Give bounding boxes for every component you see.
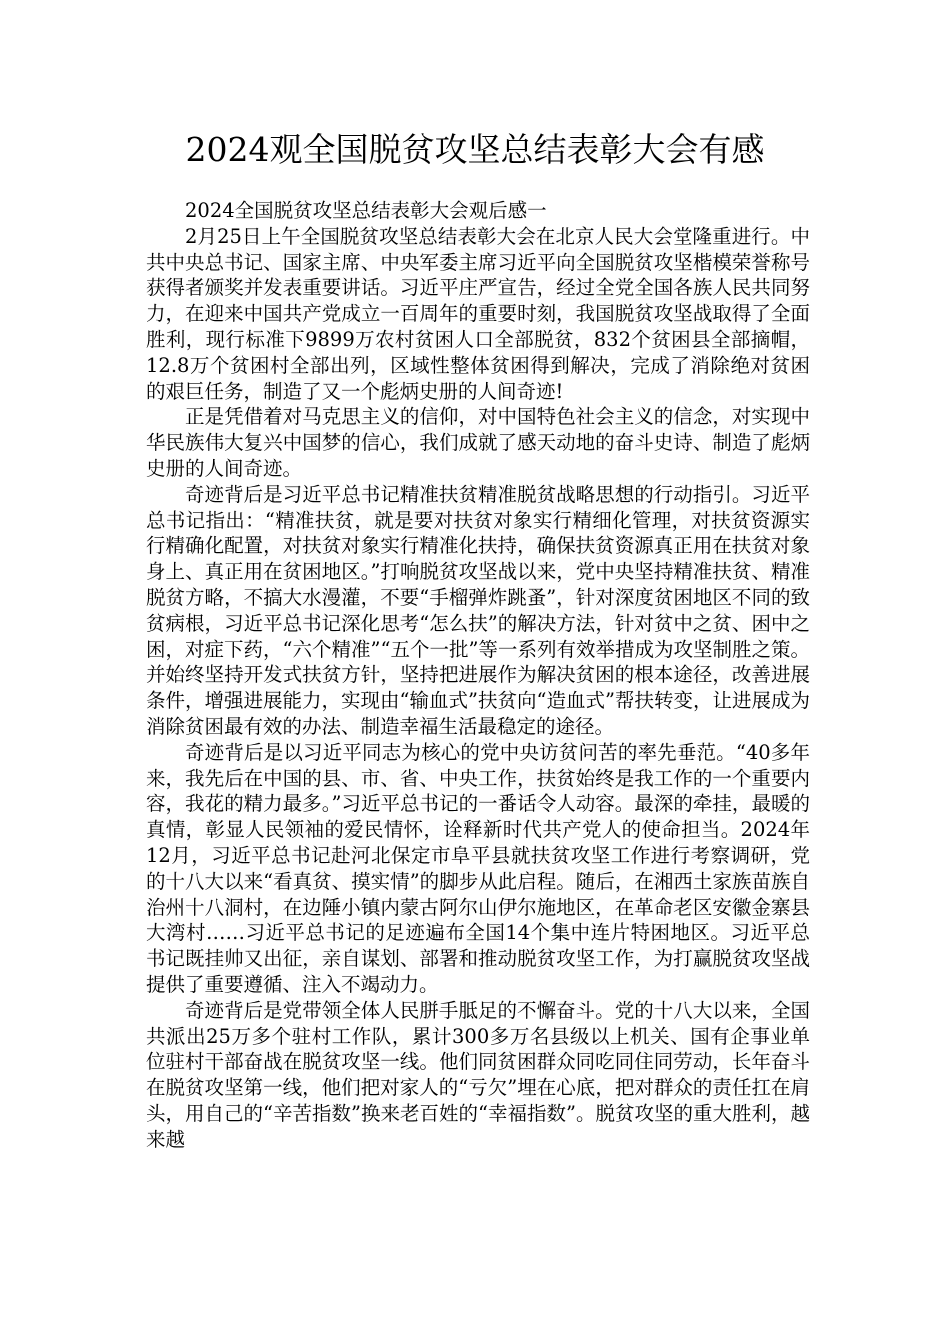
body-paragraph: 奇迹背后是党带领全体人民胼手胝足的不懈奋斗。党的十八大以来，全国共派出25万多个驻村工作队，累计300多万名县级以上机关、国有企事业单位驻村干部奋战在脱贫攻坚一线。他们同贫困群众同吃同住同劳动，长年奋斗在脱贫攻坚第一线，他们把对家人的“亏欠”埋在心底，把对群众的责任扛在肩头，用自己的“辛苦指数”换来老百姓的“幸福指数”。脱贫攻坚的重大胜利，越来越	[146, 998, 810, 1151]
subtitle-paragraph: 2024全国脱贫攻坚总结表彰大会观后感一	[185, 199, 547, 222]
body-paragraph: 2月25日上午全国脱贫攻坚总结表彰大会在北京人民大会堂隆重进行。中共中央总书记、国家主席、中央军委主席习近平向全国脱贫攻坚楷模荣誉称号获得者颁奖并发表重要讲话。习近平庄严宣告，经过全党全国各族人民共同努力，在迎来中国共产党成立一百周年的重要时刻，我国脱贫攻坚战取得了全面胜利，现行标准下9899万农村贫困人口全部脱贫，832个贫困县全部摘帽，12.8万个贫困村全部出列，区域性整体贫困得到解决，完成了消除绝对贫困的艰巨任务，制造了又一个彪炳史册的人间奇迹!	[146, 224, 810, 403]
body-paragraph: 正是凭借着对马克思主义的信仰，对中国特色社会主义的信念，对实现中华民族伟大复兴中国梦的信心，我们成就了感天动地的奋斗史诗、制造了彪炳史册的人间奇迹。	[146, 405, 810, 480]
body-paragraph: 奇迹背后是以习近平同志为核心的党中央访贫问苦的率先垂范。“40多年来，我先后在中国的县、市、省、中央工作，扶贫始终是我工作的一个重要内容，我花的精力最多。”习近平总书记的一番话令人动容。最深的牵挂，最暖的真情，彰显人民领袖的爱民情怀，诠释新时代共产党人的使命担当。2024年12月，习近平总书记赴河北保定市阜平县就扶贫攻坚工作进行考察调研，党的十八大以来“看真贫、摸实情”的脚步从此启程。随后，在湘西土家族苗族自治州十八洞村，在边陲小镇内蒙古阿尔山伊尔施地区，在革命老区安徽金寨县大湾村……习近平总书记的足迹遍布全国14个集中连片特困地区。习近平总书记既挂帅又出征，亲自谋划、部署和推动脱贫攻坚工作，为打赢脱贫攻坚战提供了重要遵循、注入不竭动力。	[146, 740, 810, 996]
document-body	[146, 198, 810, 1152]
body-paragraph: 奇迹背后是习近平总书记精准扶贫精准脱贫战略思想的行动指引。习近平总书记指出：“精准扶贫，就是要对扶贫对象实行精细化管理，对扶贫资源实行精确化配置，对扶贫对象实行精准化扶持，确保扶贫资源真正用在扶贫对象身上、真正用在贫困地区。”打响脱贫攻坚战以来，党中央坚持精准扶贫、精准脱贫方略，不搞大水漫灌，不要“手榴弹炸跳蚤”，针对深度贫困地区不同的致贫病根，习近平总书记深化思考“怎么扶”的解决方法，针对贫中之贫、困中之困，对症下药，“六个精准”“五个一批”等一系列有效举措成为攻坚制胜之策。并始终坚持开发式扶贫方针，坚持把进展作为解决贫困的根本途径，改善进展条件，增强进展能力，实现由“输血式”扶贫向“造血式”帮扶转变，让进展成为消除贫困最有效的办法、制造幸福生活最稳定的途径。	[146, 482, 810, 738]
document-title: 2024观全国脱贫攻坚总结表彰大会有感	[185, 130, 765, 169]
